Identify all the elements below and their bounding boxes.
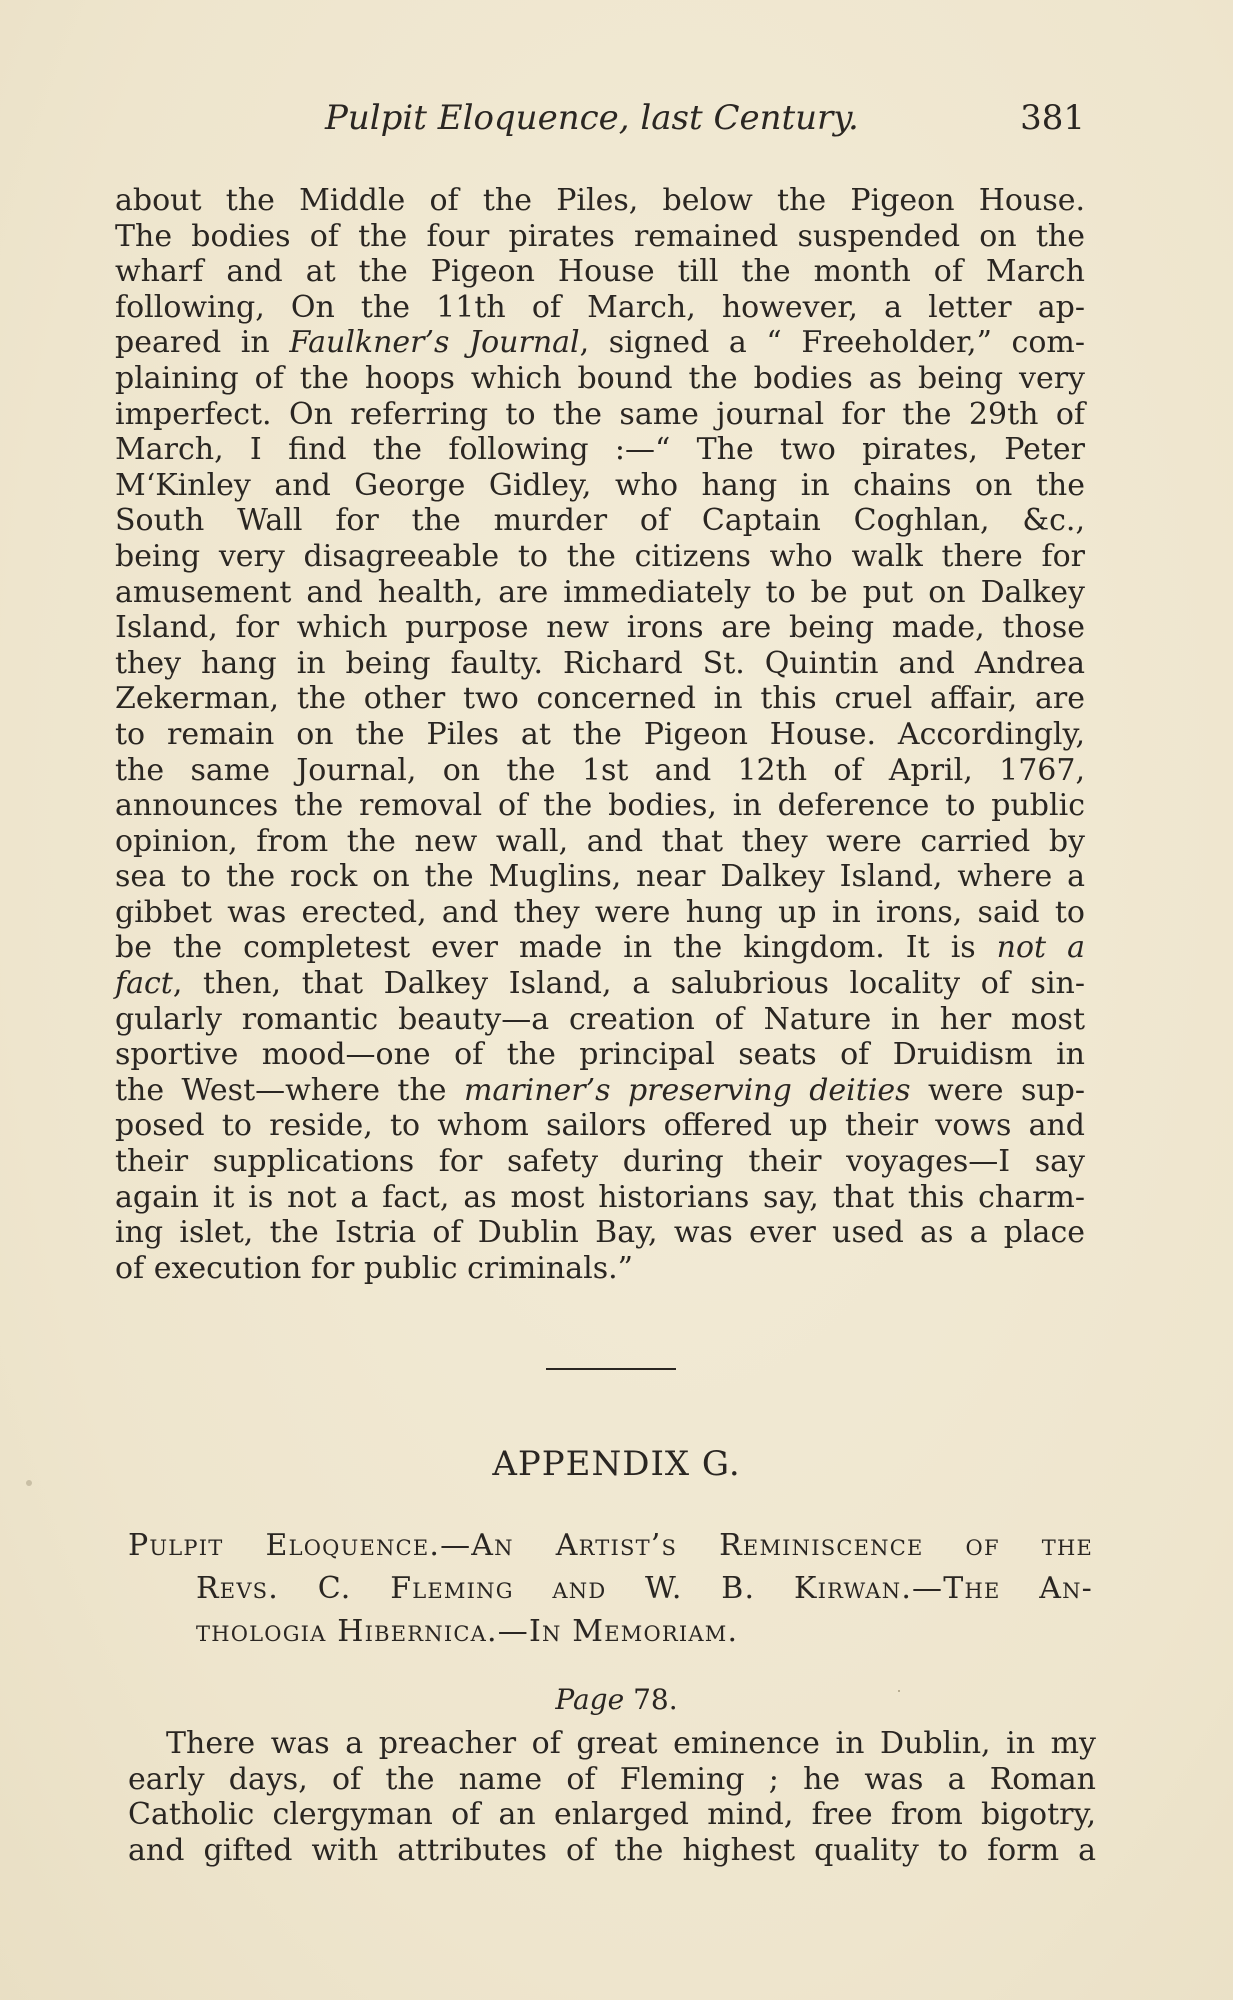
body-text-line: imperfect. On referring to the same journal for the 29th of (115, 396, 1085, 432)
appendix-text-line: and gifted with attributes of the highest quality to form a (128, 1832, 1096, 1868)
body-text-line: the West—where the mariner’s preserving deities were sup- (115, 1072, 1085, 1108)
body-text-line: peared in Faulkner’s Journal, signed a “ Freeholder,” com- (115, 325, 1085, 361)
body-text-line: plaining of the hoops which bound the bodies as being very (115, 360, 1085, 396)
body-text-line: the same Journal, on the 1st and 12th of April, 1767, (115, 752, 1085, 788)
page-reference-number: 78. (633, 1683, 678, 1716)
running-head (325, 98, 1085, 148)
body-text-line: Zekerman, the other two concerned in this cruel affair, are (115, 681, 1085, 717)
body-text-line: wharf and at the Pigeon House till the month of March (115, 254, 1085, 290)
body-text-line: opinion, from the new wall, and that they were carried by (115, 823, 1085, 859)
body-text-line: South Wall for the murder of Captain Coghlan, &c., (115, 503, 1085, 539)
appendix-heading-line: Revs. C. Fleming and W. B. Kirwan.—The An- (196, 1571, 1093, 1606)
body-text-line: sportive mood—one of the principal seats of Druidism in (115, 1037, 1085, 1073)
page-reference-word: Page (555, 1683, 625, 1716)
body-text-line: March, I find the following :—“ The two pirates, Peter (115, 432, 1085, 468)
body-text-line: be the completest ever made in the kingdom. It is not a (115, 930, 1085, 966)
body-text-line: sea to the rock on the Muglins, near Dalkey Island, where a (115, 859, 1085, 895)
body-text-line: gularly romantic beauty—a creation of Nature in her most (115, 1001, 1085, 1037)
appendix-heading-line: Pulpit Eloquence.—An Artist’s Reminiscence of the (128, 1528, 1093, 1563)
body-text-line: gibbet was erected, and they were hung up in irons, said to (115, 894, 1085, 930)
appendix-text-line: There was a preacher of great eminence in Dublin, in my (166, 1726, 1096, 1761)
body-text-line: The bodies of the four pirates remained suspended on the (115, 218, 1085, 254)
body-text-line: their supplications for safety during their voyages—I say (115, 1144, 1085, 1180)
appendix-text-line: Catholic clergyman of an enlarged mind, free from bigotry, (128, 1797, 1096, 1833)
appendix-paragraph (128, 1726, 1096, 1868)
body-text-line: amusement and health, are immediately to be put on Dalkey (115, 574, 1085, 610)
appendix-text-line: early days, of the name of Fleming ; he was a Roman (128, 1761, 1096, 1797)
body-text-line: M‘Kinley and George Gidley, who hang in chains on the (115, 467, 1085, 503)
body-text-line: they hang in being faulty. Richard St. Quintin and Andrea (115, 645, 1085, 681)
paper-blemish (898, 1690, 900, 1692)
appendix-heading (128, 1524, 1093, 1653)
body-text-line: ing islet, the Istria of Dublin Bay, was ever used as a place (115, 1215, 1085, 1251)
body-text-line: to remain on the Piles at the Pigeon House. Accordingly, (115, 716, 1085, 752)
body-text-line: about the Middle of the Piles, below the Pigeon House. (115, 183, 1085, 218)
body-text-line: again it is not a fact, as most historians say, that this charm- (115, 1179, 1085, 1215)
body-text-line: following, On the 11th of March, however, a letter ap- (115, 289, 1085, 325)
page-number: 381 (1020, 98, 1085, 138)
appendix-title: APPENDIX G. (492, 1444, 741, 1484)
body-paragraph (115, 183, 1085, 1286)
appendix-heading-line: thologia Hibernica.—In Memoriam. (196, 1614, 739, 1649)
running-title: Pulpit Eloquence, last Century. (325, 98, 859, 138)
body-text-line: of execution for public criminals.” (115, 1250, 633, 1286)
body-text-line: announces the removal of the bodies, in deference to public (115, 788, 1085, 824)
section-divider (546, 1368, 676, 1370)
body-text-line: posed to reside, to whom sailors offered up their vows and (115, 1108, 1085, 1144)
paper-blemish (26, 1480, 32, 1486)
body-text-line: Island, for which purpose new irons are being made, those (115, 610, 1085, 646)
page-reference (0, 1683, 1233, 1716)
body-text-line: being very disagreeable to the citizens who walk there for (115, 538, 1085, 574)
body-text-line: fact, then, that Dalkey Island, a salubrious locality of sin- (115, 966, 1085, 1002)
